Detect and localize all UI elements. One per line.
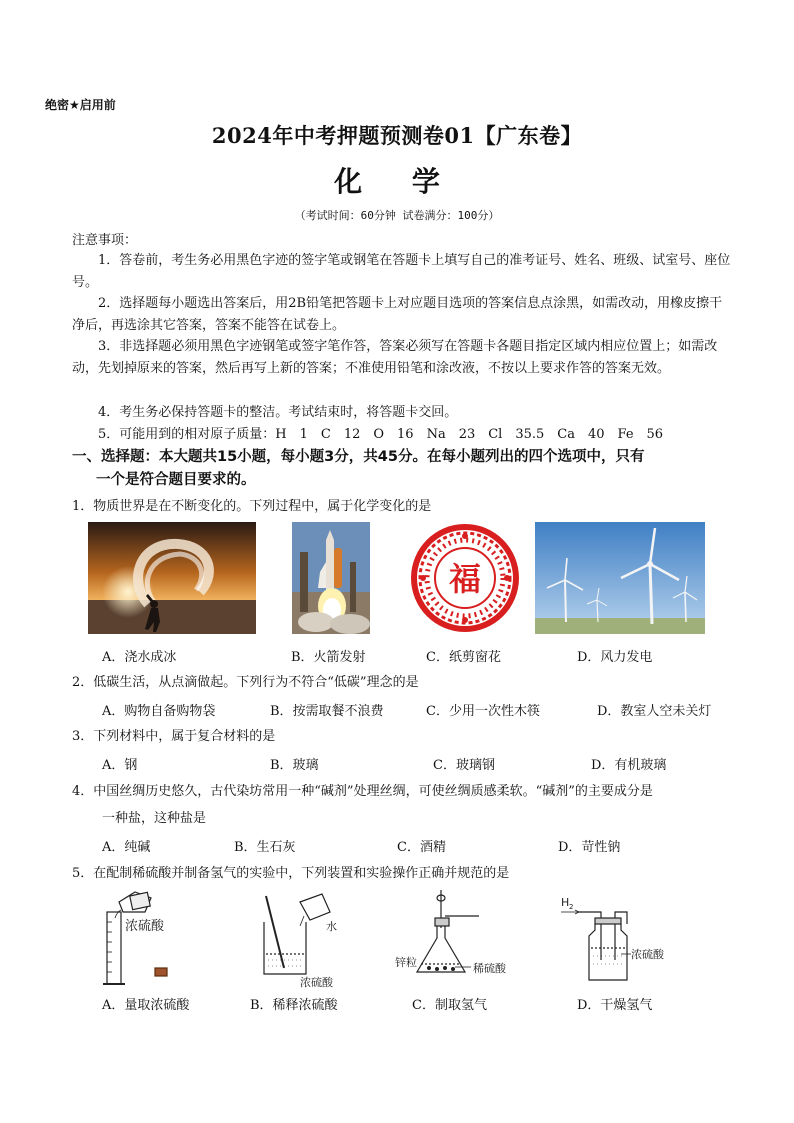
note-item: 3．非选择题必须用黑色字迹钢笔或签字笔作答，答案必须写在答题卡各题目指定区域内相应位置上；如需改动，先划掉原来的答案，然后再写上新的答案；不准使用铅笔和涂改液，不按以上要求作答的答案无效。 [72,339,718,376]
note-item: 2．选择题每小题选出答案后，用2B铅笔把答题卡上对应题目选项的答案信息点涂黑，如需改动，用橡皮擦干净后，再选涂其它答案，答案不能答在试卷上。 [72,296,723,333]
question-2-stem: 2．低碳生活，从点滴做起。下列行为不符合“低碳”理念的是 [72,675,419,690]
note-item: 1．答卷前，考生务必用黑色字迹的签字笔或钢笔在答题卡上填写自己的准考证号、姓名、班级、试室号、座位号。 [72,253,731,290]
figure-b-dilute-acid [250,892,350,988]
section-line-1: 一、选择题：本大题共15小题，每小题3分，共45分。在每小题列出的四个选项中，只有 [72,449,645,465]
q1-option-d[interactable]: D．风力发电 [577,650,653,665]
question-5-stem: 5．在配制稀硫酸并制备氢气的实验中，下列装置和实验操作正确并规范的是 [72,866,510,881]
q4-option-c[interactable]: C．酒精 [397,840,446,855]
subject-title: 化 学 [334,165,460,198]
q2-option-c[interactable]: C．少用一次性木筷 [426,704,540,719]
q4-option-d[interactable]: D．苛性钠 [558,840,621,855]
paper-title: 2024年中考押题预测卷01【广东卷】 [211,123,583,148]
question-3-stem: 3．下列材料中，属于复合材料的是 [72,729,276,744]
q5-option-c[interactable]: C．制取氢气 [412,998,487,1013]
q3-option-a[interactable]: A．钢 [102,758,138,773]
photo-wind-turbines [535,522,705,634]
note-item: 4．考生务必保持答题卡的整洁。考试结束时，将答题卡交回。 [98,405,458,420]
q3-option-c[interactable]: C．玻璃钢 [433,758,495,773]
note-item: 5．可能用到的相对原子质量：H 1 C 12 O 16 Na 23 Cl 35.5 Ca 40 Fe 56 [98,427,664,442]
confidential-mark: 绝密★启用前 [45,98,116,112]
q5-option-d[interactable]: D．干燥氢气 [577,998,653,1013]
figure-d-h2-label: H [561,896,570,909]
figure-d-dry-hydrogen [555,890,685,990]
q3-option-b[interactable]: B．玻璃 [270,758,319,773]
q3-option-d[interactable]: D．有机玻璃 [591,758,667,773]
section-line-2: 一个是符合题目要求的。 [96,472,256,488]
exam-info: （考试时间：60分钟 试卷满分：100分） [294,209,500,222]
question-4-stem-cont: 一种盐，这种盐是 [102,811,207,826]
q5-option-a[interactable]: A．量取浓硫酸 [102,998,190,1013]
q5-option-b[interactable]: B．稀释浓硫酸 [250,998,338,1013]
figure-c-acid-label: 稀硫酸 [473,962,506,975]
q2-option-d[interactable]: D．教室人空未关灯 [597,704,712,719]
q1-option-a[interactable]: A．浇水成冰 [102,650,177,665]
q4-option-a[interactable]: A．纯碱 [102,840,151,855]
figure-d-h2-subscript: 2 [569,903,574,911]
q4-option-b[interactable]: B．生石灰 [234,840,296,855]
section-heading [72,446,732,492]
q1-option-c[interactable]: C．纸剪窗花 [426,650,501,665]
figure-d-acid-label: 浓硫酸 [631,948,664,961]
q2-option-b[interactable]: B．按需取餐不浪费 [270,704,384,719]
question-4-stem: 4．中国丝绸历史悠久，古代染坊常用一种“碱剂”处理丝绸，可使丝绸质感柔软。“碱剂”的主要成分是 [72,784,653,799]
question-1-stem: 1．物质世界是在不断变化的。下列过程中，属于化学变化的是 [72,499,432,514]
paper-cut-window-flower [410,522,520,634]
figure-a-measure-acid [95,888,195,988]
fu-character: 福 [448,560,482,598]
q1-option-b[interactable]: B．火箭发射 [291,650,366,665]
figure-b-water-label: 水 [326,920,337,933]
q2-option-a[interactable]: A．购物自备购物袋 [102,704,216,719]
photo-water-to-ice [88,522,256,634]
notes-heading: 注意事项： [72,233,138,248]
photo-rocket-launch [292,522,370,634]
figure-a-label: 浓硫酸 [125,919,165,934]
figure-c-zinc-label: 锌粒 [395,956,417,969]
figure-c-make-hydrogen [395,888,525,990]
figure-b-acid-label: 浓硫酸 [300,976,333,988]
